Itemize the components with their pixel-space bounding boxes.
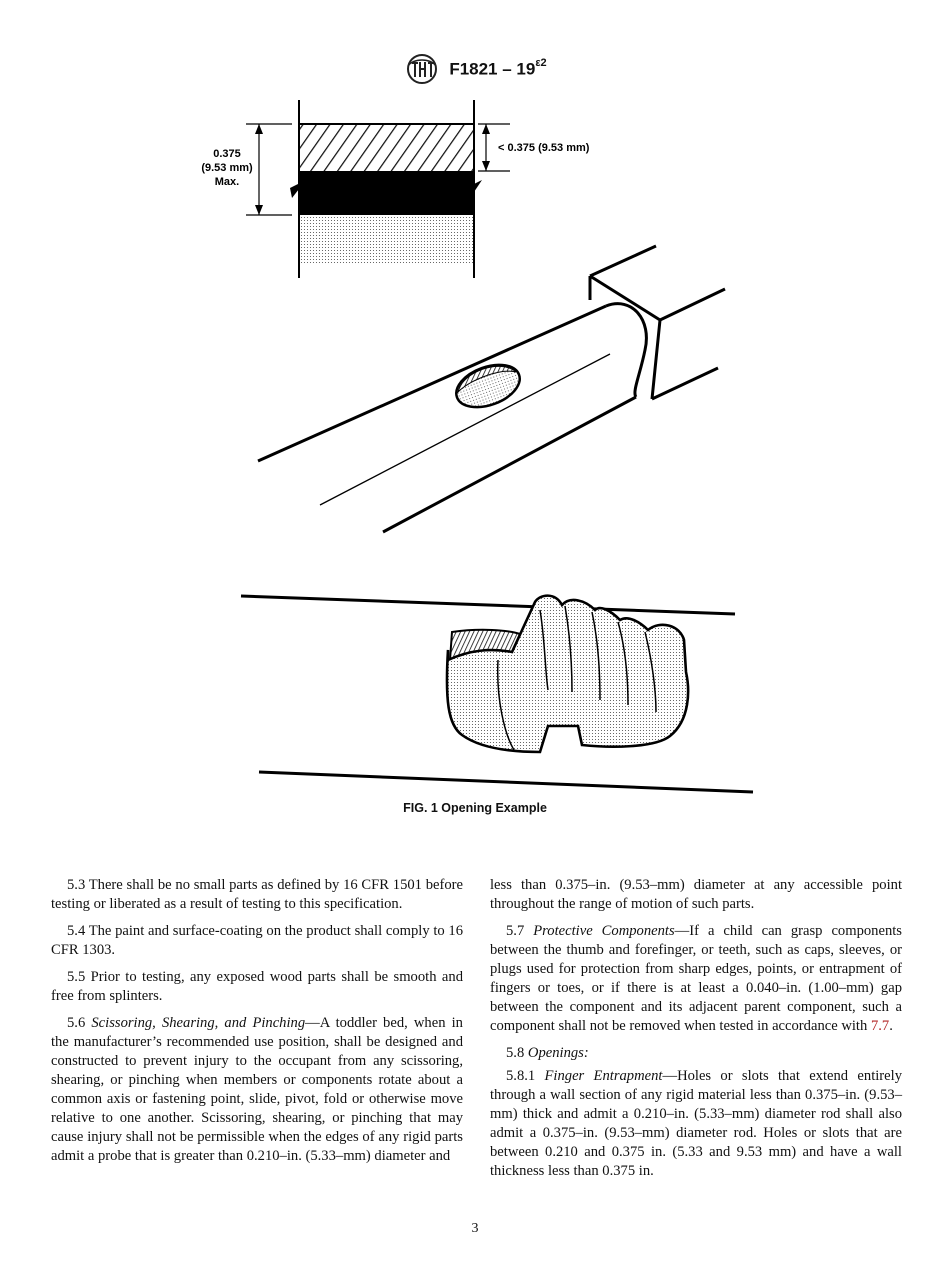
document-designation: $F1821 - 19^{\varepsilon 2}$	[449, 56, 547, 79]
section-body: —Holes or slots that extend entirely through a wall section of any rigid material less than 0.375–in. (9.53–mm) thick and admit a 0.210–in. (5.33–mm) diameter rod shall also admit a 0.375–in. (9.53–mm) diameter rod. Holes or slots that are between 0.210 and 0.375 in. (5.33 and 9.53 mm) and have a wall thickness less than 0.375 in.	[490, 1068, 902, 1179]
left-column	[51, 876, 463, 1166]
section-title: Finger Entrapment	[544, 1068, 663, 1084]
paragraph-5-8	[490, 1044, 902, 1063]
paragraph-5-6-continued: less than 0.375–in. (9.53–mm) diameter at any accessible point throughout the range of motion of such parts.	[490, 877, 902, 912]
right-column	[490, 876, 902, 1181]
paragraph-5-7: 5.7 Protective Components—If a child can grasp components between the thumb and forefinger, or teeth, such as caps, sleeves, or plugs used for protection from sharp edges, points, or entrapment of fingers or toes, or if there is at least a 0.040–in. (1.00–mm) gap between the component and its adjacent parent component, such a component shall not be removed when tested in accordance with 7.7.	[490, 923, 902, 1034]
page-header	[0, 52, 950, 86]
section-number: 5.7	[506, 923, 525, 939]
dimension-max-label-3: Max.	[214, 176, 240, 188]
paragraph-5-8-1	[490, 1067, 902, 1181]
figure-caption: FIG. 1 Opening Example	[403, 801, 547, 815]
section-title: Openings:	[527, 1045, 589, 1061]
section-title: Scissoring, Shearing, and Pinching	[91, 1015, 306, 1031]
paragraph-5-3: 5.3 There shall be no small parts as defined by 16 CFR 1501 before testing or liberated as a result of testing to this specification.	[51, 877, 463, 912]
section-number: 5.8.1	[506, 1068, 536, 1084]
cross-section-diagram	[201, 100, 589, 278]
section-body: —If a child can grasp components between the thumb and forefinger, or teeth, such as caps, sleeves, or plugs used for protection from sharp edges, points, or entrapment of fingers or toes, or if there is at least a 0.040–in. (1.00–mm) gap between the component and its adjacent parent component, such a component shall not be removed when tested in accordance with	[490, 923, 902, 1034]
section-number: 5.8	[506, 1045, 525, 1061]
paragraph-5-4: 5.4 The paint and surface-coating on the product shall comply to 16 CFR 1303.	[51, 923, 463, 958]
section-body: —A toddler bed, when in the manufacturer’s recommended use position, shall be designed and constructed to prevent injury to the occupant from any scissoring, shearing, or pinching when members or components rotate about a common axis or fastening point, slide, pivot, fold or otherwise move relative to one another. Scissoring, shearing, or pinching that may cause injury shall not be permissible when the edges of any rigid parts admit a probe that is greater than 0.210–in. (5.33–mm) diameter and	[51, 1015, 463, 1164]
paragraph-5-6	[51, 1014, 463, 1166]
astm-logo-icon	[403, 52, 441, 86]
section-number: 5.6	[67, 1015, 86, 1031]
dimension-less-label: < 0.375 (9.53 mm)	[498, 142, 590, 154]
finger-entrapment-diagram	[241, 596, 753, 792]
figure-1	[0, 90, 950, 800]
section-7-7-link[interactable]: 7.7	[870, 1018, 890, 1034]
dimension-max-label-1: 0.375	[213, 148, 241, 160]
dimension-max-label-2: (9.53 mm)	[201, 162, 253, 174]
paragraph-5-5: 5.5 Prior to testing, any exposed wood parts shall be smooth and free from splinters.	[51, 969, 463, 1004]
tube-diagram	[258, 246, 725, 532]
section-title: Protective Components	[533, 923, 675, 939]
designation-superscript: ε2	[535, 56, 547, 69]
page-number: 3	[471, 1221, 479, 1236]
